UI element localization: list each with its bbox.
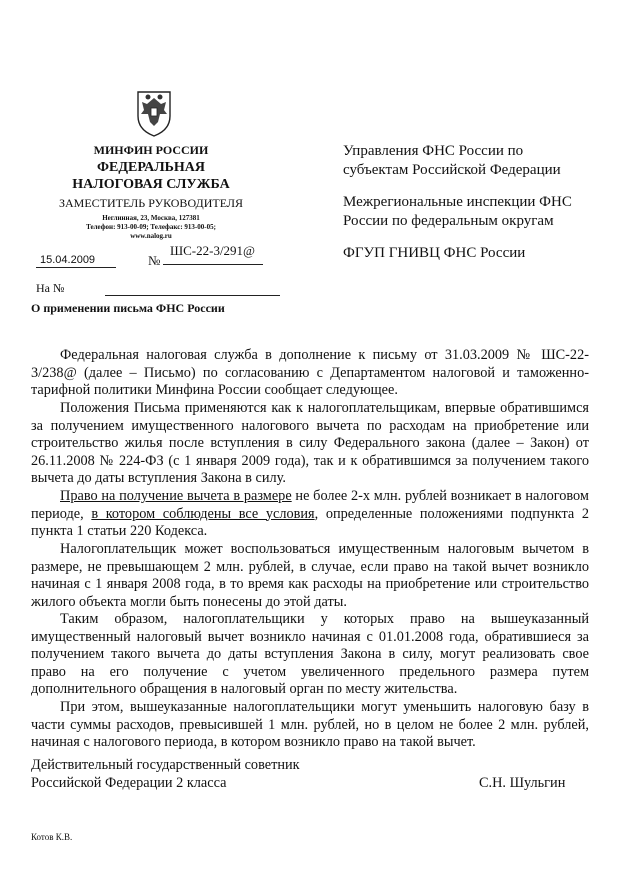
body-paragraph-1: Федеральная налоговая служба в дополнение к письму от 31.03.2009 № ШС-22-3/238@ (далее – Письмо) по согласованию с Департаментом налоговой и таможенно-тарифной политики Минфина России сообщает следующее. xyxy=(31,347,589,399)
underlined-phrase-1: Право на получение вычета в размере xyxy=(60,488,292,504)
body-paragraph-2: Положения Письма применяются как к налогоплательщикам, впервые обратившимся за получением имущественного налогового вычета по расходам на приобретение или строительство жилья после вступления в силу Федерального закона (далее – Закон) от 26.11.2008 № 224-ФЗ (с 1 января 2009 года), так и к обратившимся за получением такого вычета до даты вступления Закона в силу. xyxy=(31,400,589,487)
reference-underline xyxy=(105,295,280,296)
ministry-name: МИНФИН РОССИИ xyxy=(93,143,209,157)
recipient-1 xyxy=(343,142,561,180)
signatory-name: С.Н. Шульгин xyxy=(479,775,566,791)
reference-label: На № xyxy=(36,281,65,295)
recipient-1-line-1: Управления ФНС России по xyxy=(343,143,524,159)
letter-date: 15.04.2009 xyxy=(40,254,96,266)
number-underline xyxy=(163,264,263,265)
recipient-2-line-2: России по федеральным округам xyxy=(343,213,554,229)
body-paragraph-4: Налогоплательщик может воспользоваться имущественным налоговым вычетом в размере, не превышающем 2 млн. рублей, в случае, если право на такой вычет возникло начиная с 1 января 2008 года, в то время как расходы на приобретение или строительство жилого объекта могли быть понесены до этой даты. xyxy=(31,541,589,610)
letter-subject: О применении письма ФНС России xyxy=(31,301,225,315)
position-title: ЗАМЕСТИТЕЛЬ РУКОВОДИТЕЛЯ xyxy=(58,196,244,210)
phones: Телефон: 913-00-09; Телефакс: 913-00-05; xyxy=(86,223,216,231)
state-emblem-icon xyxy=(132,86,176,138)
recipient-1-line-2: субъектам Российской Федерации xyxy=(343,162,561,178)
recipient-2-line-1: Межрегиональные инспекции ФНС xyxy=(343,194,572,210)
address: Неглинная, 23, Москва, 127381 xyxy=(102,214,200,222)
recipient-3-line-1: ФГУП ГНИВЦ ФНС России xyxy=(343,245,526,261)
underlined-phrase-2: в котором соблюдены все условия xyxy=(91,505,315,522)
body-paragraph-5: Таким образом, налогоплательщики у которых право на вышеуказанный имущественный налоговый вычет возникло начиная с 01.01.2008 года, обратившиеся за получением такого вычета до даты вступления Закона в силу, могут реализовать свое право на его получение с учетом увеличенного предельного размера путем дополнительного обращения в налоговый орган по месту жительства. xyxy=(31,611,589,698)
signatory-title-line-2: Российской Федерации 2 класса xyxy=(31,775,227,791)
body-paragraph-3: Право на получение вычета в размере не более 2-х млн. рублей возникает в налоговом периоде, в котором соблюдены все условия, определенные положениями подпункта 2 пункта 1 статьи 220 Кодекса. xyxy=(31,488,590,540)
date-underline xyxy=(36,267,116,268)
agency-line-2: НАЛОГОВАЯ СЛУЖБА xyxy=(72,177,230,192)
executor-name: Котов К.В. xyxy=(31,832,73,842)
recipient-3 xyxy=(343,244,525,263)
signatory-title-line-1: Действительный государственный советник xyxy=(31,757,300,773)
body-paragraph-6: При этом, вышеуказанные налогоплательщики могут уменьшить налоговую базу в части суммы расходов, превысившей 1 млн. рублей, но в целом не более 2 млн. рублей, начиная с налогового периода, в котором возникло право на такой вычет. xyxy=(31,699,589,751)
recipient-2 xyxy=(343,193,572,231)
number-label: № xyxy=(148,253,161,268)
letter-number: ШС-22-3/291@ xyxy=(170,243,256,258)
website: www.nalog.ru xyxy=(130,232,172,240)
agency-line-1: ФЕДЕРАЛЬНАЯ xyxy=(96,160,205,175)
